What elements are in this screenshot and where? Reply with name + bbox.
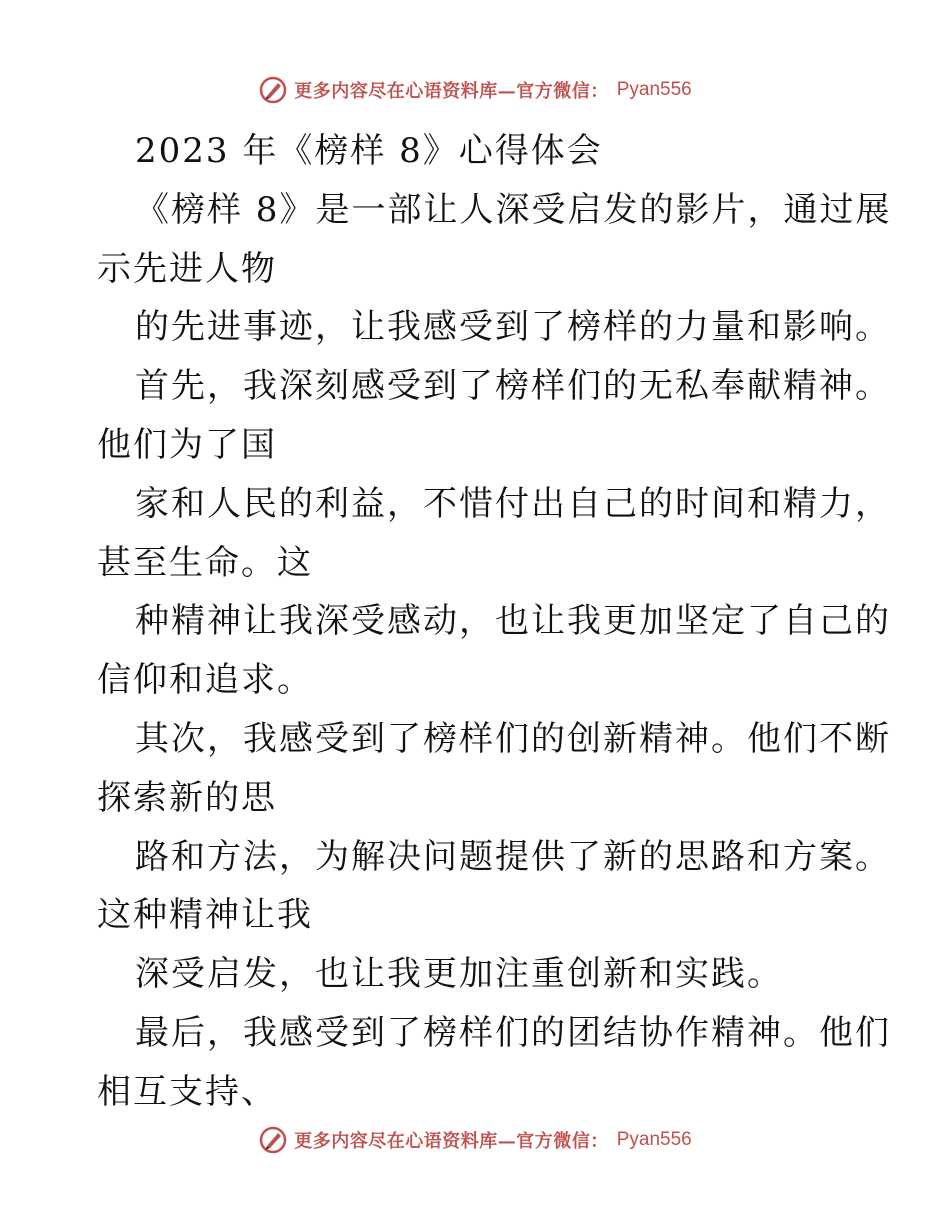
pen-logo-icon xyxy=(258,75,288,105)
wechat-id: Pyan556 xyxy=(616,79,692,100)
paragraph-line: 甚至生命。这 xyxy=(97,542,313,583)
paragraph-line: 其次，我感受到了榜样们的创新精神。他们不断 xyxy=(135,718,891,759)
paragraph-line: 这种精神让我 xyxy=(97,895,313,936)
document-body xyxy=(97,122,892,1122)
banner-text: 更多内容尽在心语资料库—官方微信： xyxy=(294,81,609,102)
paragraph-line: 《榜样 8》是一部让人深受启发的影片，通过展 xyxy=(135,189,892,230)
header-banner xyxy=(0,70,950,110)
banner-text: 更多内容尽在心语资料库—官方微信： xyxy=(294,1131,609,1152)
paragraph-line: 他们为了国 xyxy=(97,424,277,465)
paragraph-line: 探索新的思 xyxy=(97,777,277,818)
paragraph-line: 家和人民的利益，不惜付出自己的时间和精力， xyxy=(135,483,891,524)
document-title: 2023 年《榜样 8》心得体会 xyxy=(135,131,603,171)
pen-logo-icon xyxy=(258,1125,288,1155)
footer-banner xyxy=(0,1120,950,1160)
paragraph-line: 种精神让我深受感动，也让我更加坚定了自己的 xyxy=(135,601,891,642)
paragraph-line: 最后，我感受到了榜样们的团结协作精神。他们 xyxy=(135,1012,891,1053)
paragraph-line: 示先进人物 xyxy=(97,248,277,289)
paragraph-line: 首先，我深刻感受到了榜样们的无私奉献精神。 xyxy=(135,366,891,407)
paragraph-line: 相互支持、 xyxy=(97,1071,277,1112)
paragraph-line: 路和方法，为解决问题提供了新的思路和方案。 xyxy=(135,836,891,877)
paragraph-line: 的先进事迹，让我感受到了榜样的力量和影响。 xyxy=(135,307,891,348)
paragraph-line: 信仰和追求。 xyxy=(97,660,313,701)
wechat-id: Pyan556 xyxy=(616,1129,692,1150)
paragraph-line: 深受启发，也让我更加注重创新和实践。 xyxy=(135,954,783,995)
